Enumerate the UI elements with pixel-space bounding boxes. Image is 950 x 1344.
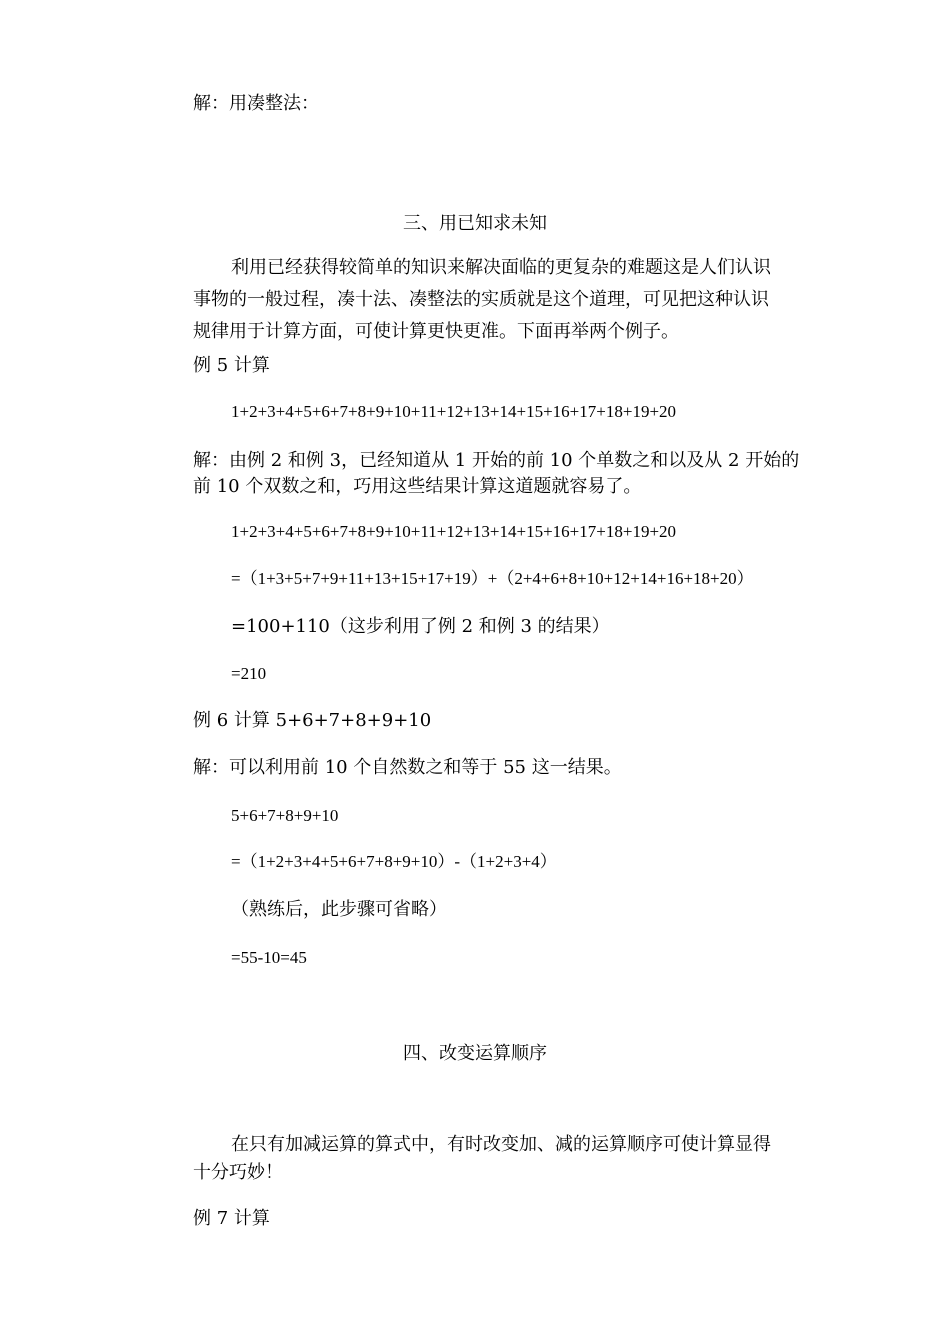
paragraph-line: 利用已经获得较简单的知识来解决面临的更复杂的难题这是人们认识	[231, 257, 771, 278]
solution-6-line: 解：可以利用前 10 个自然数之和等于 55 这一结果。	[193, 757, 622, 778]
example-6-title: 例 6 计算 5+6+7+8+9+10	[193, 710, 432, 731]
solution-5-step: =100+110（这步利用了例 2 和例 3 的结果）	[231, 616, 610, 637]
example-5-title: 例 5 计算	[193, 355, 270, 376]
solution-5-step: 1+2+3+4+5+6+7+8+9+10+11+12+13+14+15+16+17+18+19+20	[231, 522, 677, 541]
paragraph-line: 规律用于计算方面，可使计算更快更准。下面再举两个例子。	[193, 321, 679, 342]
solution-5-line: 前 10 个双数之和，巧用这些结果计算这道题就容易了。	[193, 476, 642, 497]
section-heading-4: 四、改变运算顺序	[403, 1043, 547, 1064]
solution-intro: 解：用凑整法：	[193, 93, 319, 114]
solution-6-step: 5+6+7+8+9+10	[231, 806, 339, 825]
paragraph-line: 事物的一般过程，凑十法、凑整法的实质就是这个道理，可见把这种认识	[193, 289, 769, 310]
solution-5-result: =210	[231, 664, 267, 683]
solution-6-note: （熟练后，此步骤可省略）	[231, 899, 447, 920]
solution-6-result: =55-10=45	[231, 948, 307, 967]
paragraph-line: 十分巧妙！	[193, 1162, 283, 1183]
example-7-title: 例 7 计算	[193, 1208, 270, 1229]
paragraph-line: 在只有加减运算的算式中，有时改变加、减的运算顺序可使计算显得	[231, 1134, 771, 1155]
solution-6-step: =（1+2+3+4+5+6+7+8+9+10）-（1+2+3+4）	[231, 852, 557, 871]
section-heading-3: 三、用已知求未知	[403, 213, 547, 234]
solution-5-step: =（1+3+5+7+9+11+13+15+17+19）+（2+4+6+8+10+12+14+16+18+20）	[231, 569, 754, 588]
solution-5-line: 解：由例 2 和例 3，已经知道从 1 开始的前 10 个单数之和以及从 2 开始的	[193, 450, 800, 471]
example-5-expression: 1+2+3+4+5+6+7+8+9+10+11+12+13+14+15+16+17+18+19+20	[231, 402, 677, 421]
